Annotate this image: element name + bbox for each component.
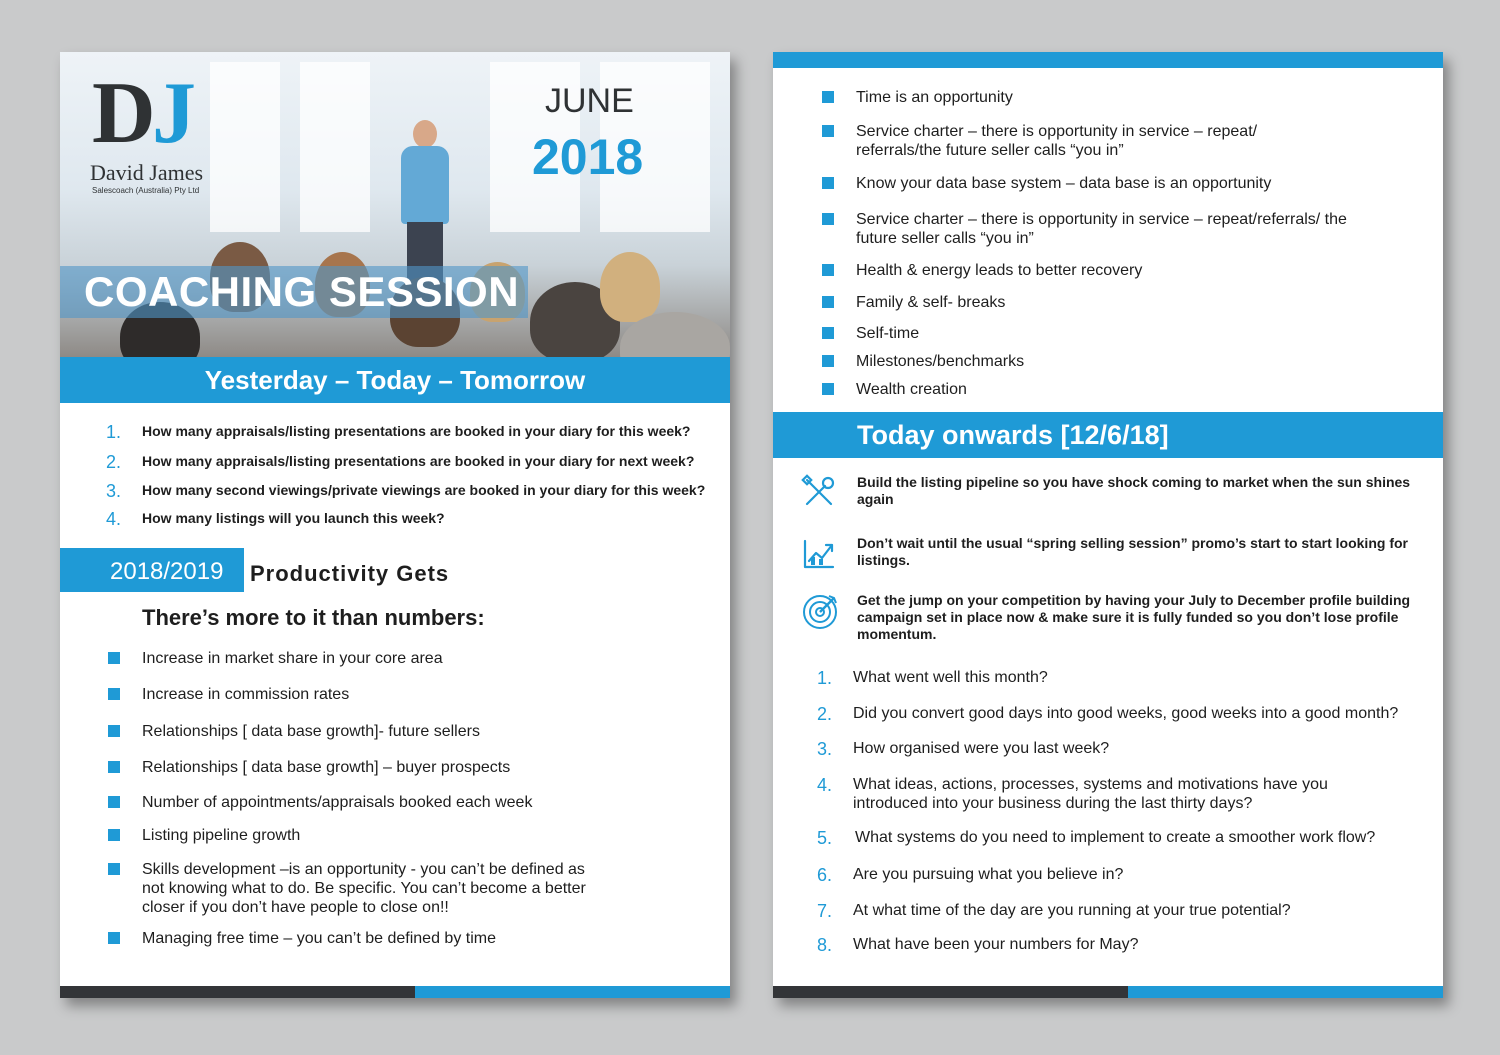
list-number: 4. [817, 775, 833, 795]
list-text: What ideas, actions, processes, systems and motivations have you introduced into your business during the last thirty days? [853, 776, 1328, 812]
list-text: Relationships [ data base growth] – buyer prospects [142, 759, 511, 776]
list-number: 2. [106, 452, 122, 472]
list-number: 1. [106, 422, 122, 442]
logo-subtitle: Salescoach (Australia) Pty Ltd [92, 186, 200, 195]
list-text: Self-time [856, 325, 920, 342]
hero-photo [60, 52, 730, 357]
list-text: Increase in commission rates [142, 686, 350, 703]
list-text: How many second viewings/private viewings are booked in your diary for this week? [142, 482, 706, 498]
flyer-page-right [773, 52, 1443, 998]
list-number: 3. [106, 481, 122, 501]
bullet-square-icon [822, 355, 834, 367]
productivity-heading: Productivity Gets [250, 561, 450, 586]
section-subheading: There’s more to it than numbers: [142, 605, 485, 630]
growth-chart-icon [801, 535, 837, 571]
flyer-page-left [60, 52, 730, 998]
list-text: What went well this month? [853, 669, 1048, 686]
list-number: 7. [817, 901, 833, 921]
bullet-square-icon [822, 264, 834, 276]
list-number: 2. [817, 704, 833, 724]
action-text: Get the jump on your competition by having your July to December profile building campaign set in place now & make sure it is fully funded so you don’t lose profile momentum. [857, 592, 1411, 642]
list-text: Wealth creation [856, 381, 967, 398]
top-accent-bar [773, 52, 1443, 68]
target-icon [801, 592, 839, 630]
list-text: How many appraisals/listing presentations are booked in your diary for this week? [142, 423, 691, 439]
bullet-square-icon [108, 688, 120, 700]
list-number: 8. [817, 935, 833, 955]
list-text: Service charter – there is opportunity in service – repeat/ referrals/the future seller calls “you in” [856, 123, 1258, 159]
bullet-square-icon [822, 125, 834, 137]
action-text: Don’t wait until the usual “spring selling session” promo’s start to start looking for listings. [857, 535, 1408, 568]
bullet-square-icon [108, 829, 120, 841]
list-text: Health & energy leads to better recovery [856, 262, 1143, 279]
bullet-square-icon [108, 932, 120, 944]
today-onwards-banner: Today onwards [12/6/18] [773, 412, 1443, 458]
bullet-square-icon [108, 652, 120, 664]
list-number: 5. [817, 828, 833, 848]
productivity-year: 2018/2019 [110, 558, 224, 585]
bullet-square-icon [108, 761, 120, 773]
tools-icon [801, 474, 837, 510]
yesterday-today-tomorrow-banner: Yesterday – Today – Tomorrow [60, 357, 730, 403]
footer-bar [60, 986, 730, 998]
issue-year: 2018 [532, 129, 644, 185]
bullet-square-icon [108, 863, 120, 875]
page-title: COACHING SESSION [84, 268, 520, 315]
list-text: Did you convert good days into good weeks, good weeks into a good month? [853, 705, 1399, 722]
footer-bar [773, 986, 1443, 998]
list-number: 6. [817, 865, 833, 885]
list-number: 4. [106, 509, 122, 529]
logo-name: David James [90, 160, 204, 185]
list-text: Milestones/benchmarks [856, 353, 1025, 370]
list-number: 3. [817, 739, 833, 759]
bullet-square-icon [822, 177, 834, 189]
list-text: Know your data base system – data base is an opportunity [856, 175, 1272, 192]
list-text: Family & self- breaks [856, 294, 1006, 311]
list-text: At what time of the day are you running at your true potential? [853, 902, 1291, 919]
logo-monogram-d: D [92, 65, 156, 162]
list-number: 1. [817, 668, 833, 688]
bullet-square-icon [822, 296, 834, 308]
bullet-square-icon [108, 796, 120, 808]
list-text: Managing free time – you can’t be defined by time [142, 930, 496, 947]
bullet-square-icon [822, 327, 834, 339]
list-text: How organised were you last week? [853, 740, 1110, 757]
issue-month: JUNE [545, 82, 634, 120]
list-text: What have been your numbers for May? [853, 936, 1139, 953]
bullet-square-icon [822, 213, 834, 225]
list-text: Skills development –is an opportunity - you can’t be defined as not knowing what to do. Be specific. You can’t become a better closer if you don’t have people to close on!! [142, 861, 586, 916]
logo-monogram-j: J [152, 65, 196, 162]
list-text: Listing pipeline growth [142, 827, 301, 844]
list-text: How many appraisals/listing presentations are booked in your diary for next week? [142, 453, 695, 469]
list-text: Time is an opportunity [856, 89, 1013, 106]
list-text: Increase in market share in your core area [142, 650, 443, 667]
list-text: What systems do you need to implement to create a smoother work flow? [855, 829, 1376, 846]
list-text: Are you pursuing what you believe in? [853, 866, 1124, 883]
list-text: Service charter – there is opportunity in service – repeat/referrals/ the future seller calls “you in” [856, 211, 1347, 247]
list-text: How many listings will you launch this week? [142, 510, 445, 526]
bullet-square-icon [108, 725, 120, 737]
bullet-square-icon [822, 91, 834, 103]
david-james-logo [90, 65, 230, 200]
action-text: Build the listing pipeline so you have shock coming to market when the sun shines again [857, 474, 1411, 507]
list-text: Relationships [ data base growth]- future sellers [142, 723, 480, 740]
bullet-square-icon [822, 383, 834, 395]
list-text: Number of appointments/appraisals booked each week [142, 794, 533, 811]
